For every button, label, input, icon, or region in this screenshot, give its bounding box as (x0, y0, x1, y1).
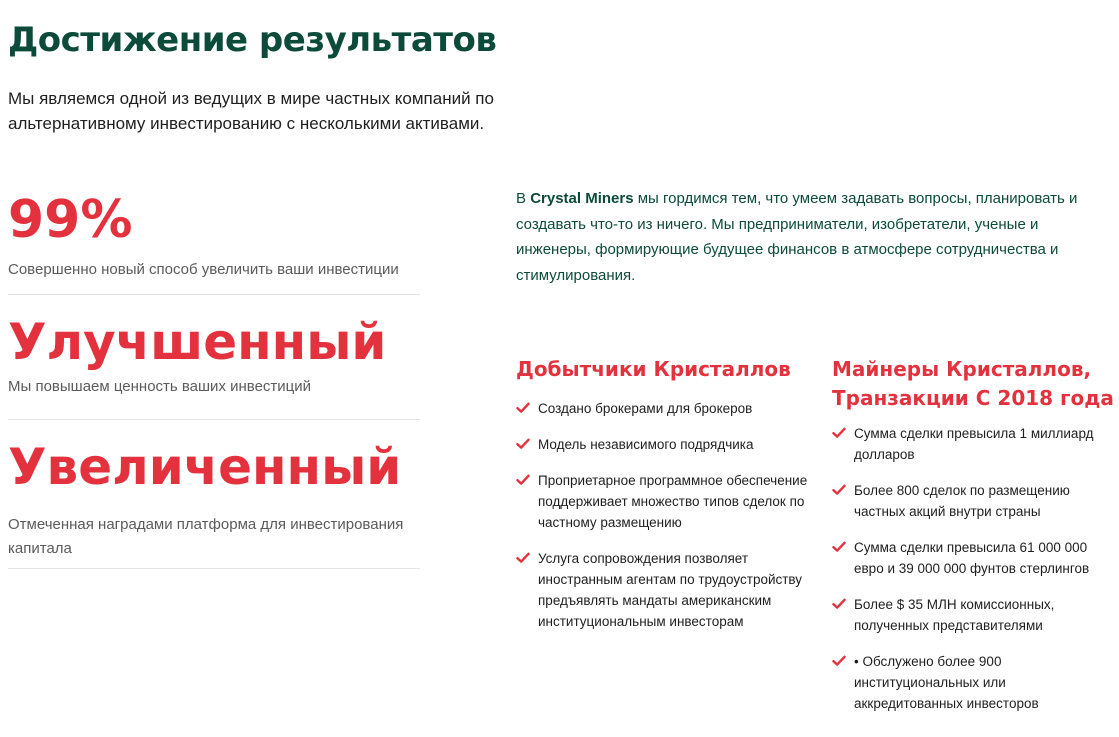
check-icon (832, 541, 846, 553)
page-title: Достижение результатов (8, 20, 497, 60)
list-item-text: Создано брокерами для брокеров (538, 401, 753, 416)
about-body: мы гордимся тем, что умеем задавать вопросы, планировать и создавать что-то из ничего. Мы предприниматели, изобретатели, ученые и инженеры, формирующие будущее финансов в атмосфере сотрудничества и стимулирования. (516, 190, 1078, 284)
check-icon (832, 427, 846, 439)
list-item-text: Модель независимого подрядчика (538, 437, 754, 452)
list-item-text: Сумма сделки превысила 1 миллиард долларов (854, 426, 1094, 462)
check-icon (516, 402, 530, 414)
check-icon (832, 598, 846, 610)
check-icon (832, 655, 846, 667)
stat-value: Увеличенный (8, 438, 402, 496)
about-prefix: В (516, 190, 531, 207)
list-item-text: Услуга сопровождения позволяет иностранным агентам по трудоустройству предъявлять мандаты американским институциональным инвесторам (538, 551, 803, 629)
stat-description: Мы повышаем ценность ваших инвестиций (8, 378, 312, 395)
checklist (516, 398, 816, 632)
stat-item (8, 420, 420, 569)
list-item (832, 480, 1114, 522)
stat-description: Отмеченная наградами платформа для инвестирования капитала (8, 516, 404, 557)
stats-list (8, 182, 420, 569)
list-item (832, 651, 1114, 714)
column-transactions (832, 355, 1114, 729)
list-item (832, 537, 1114, 579)
list-item-text: Более $ 35 МЛН комиссионных, полученных представителями (854, 597, 1055, 633)
stat-item (8, 182, 420, 295)
list-item (832, 423, 1114, 465)
list-item (516, 548, 816, 632)
intro-text: Мы являемся одной из ведущих в мире частных компаний по альтернативному инвестированию с несколькими активами. (8, 89, 494, 133)
list-item-text: Сумма сделки превысила 61 000 000 евро и 39 000 000 фунтов стерлингов (854, 540, 1090, 576)
list-item (516, 398, 816, 419)
check-icon (516, 438, 530, 450)
list-item (516, 434, 816, 455)
checklist (832, 423, 1114, 714)
list-item (832, 594, 1114, 636)
list-item (516, 470, 816, 533)
brand-name: Crystal Miners (530, 190, 634, 207)
stat-item (8, 295, 420, 420)
list-item-text: Проприетарное программное обеспечение поддерживает множество типов сделок по частному размещению (538, 473, 808, 530)
check-icon (516, 474, 530, 486)
list-item-text: • Обслужено более 900 институциональных или аккредитованных инвесторов (854, 654, 1039, 711)
column-crystal-miners (516, 355, 816, 647)
about-text (516, 186, 1106, 288)
stat-description: Совершенно новый способ увеличить ваши инвестиции (8, 261, 399, 278)
stat-value: 99% (8, 190, 133, 250)
check-icon (516, 552, 530, 564)
column-heading: Добытчики Кристаллов (516, 357, 791, 381)
list-item-text: Более 800 сделок по размещению частных акций внутри страны (854, 483, 1070, 519)
column-heading: Майнеры Кристаллов, Транзакции С 2018 года (832, 357, 1114, 410)
stat-value: Улучшенный (8, 313, 387, 371)
check-icon (832, 484, 846, 496)
